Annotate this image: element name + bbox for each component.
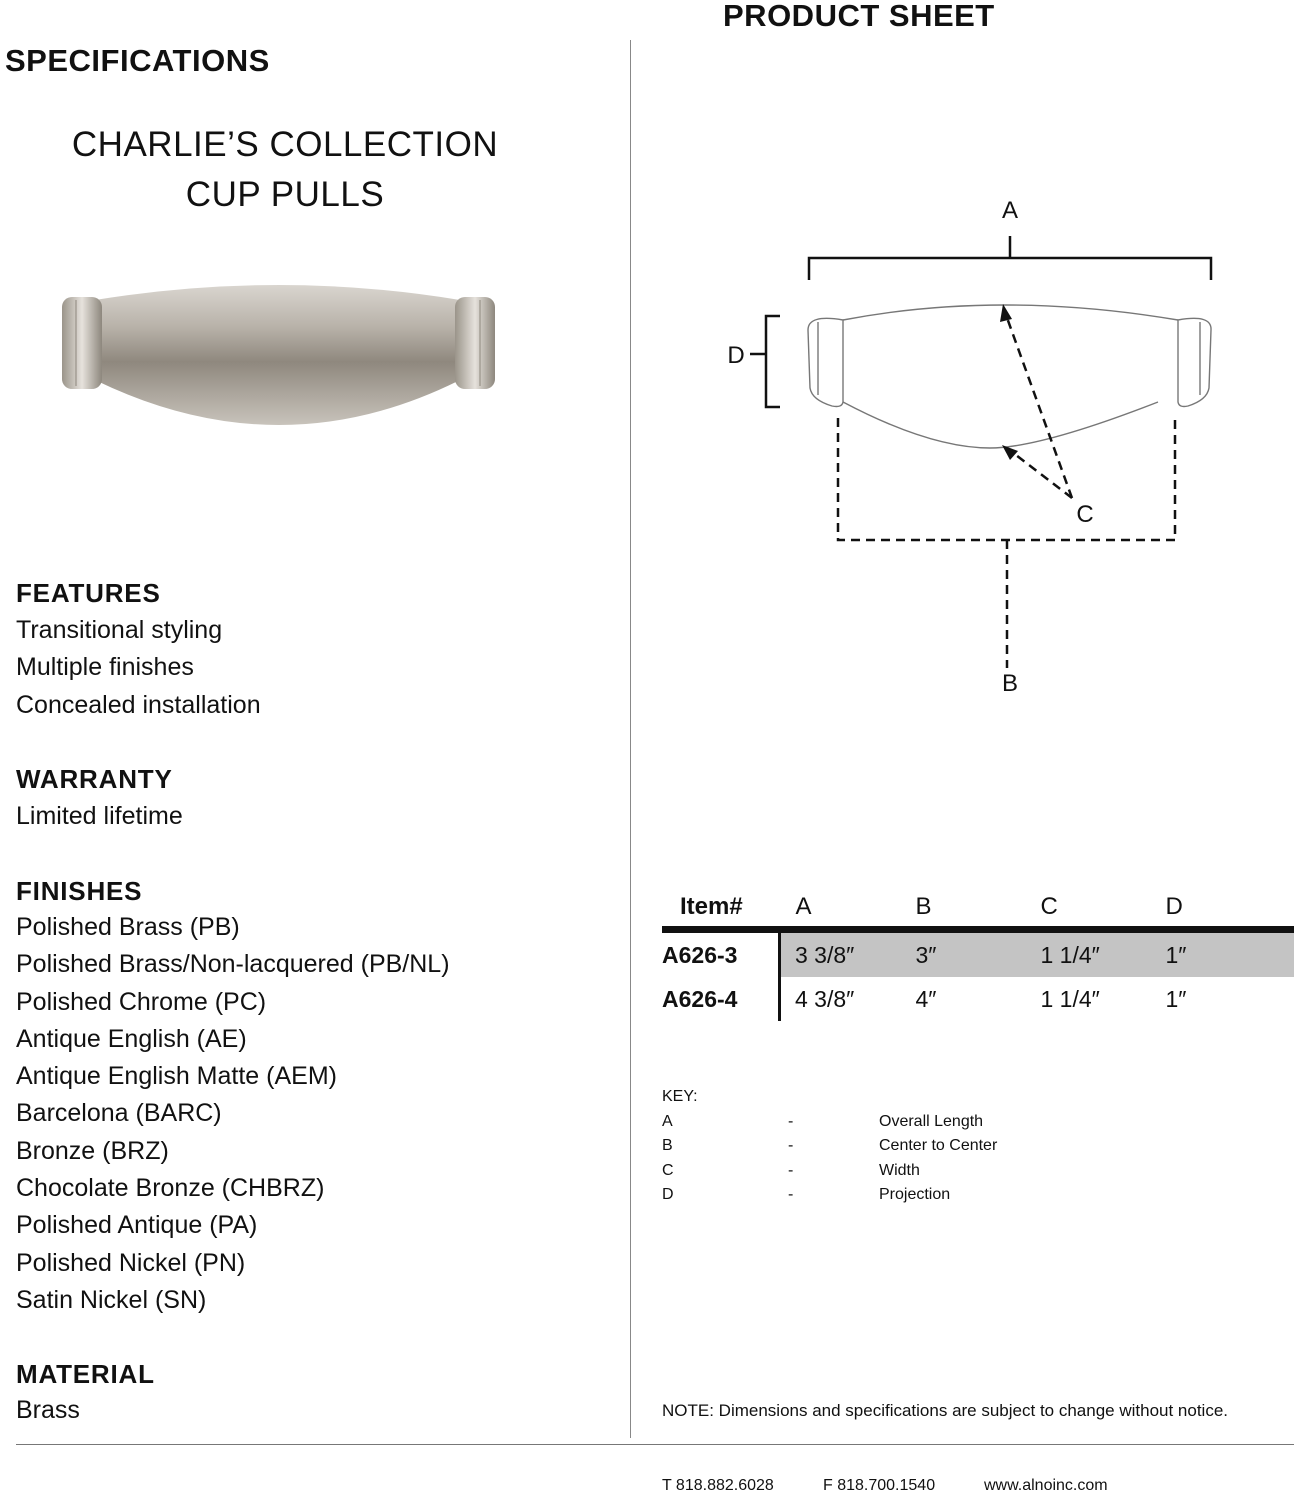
footer-website[interactable]: www.alnoinc.com bbox=[984, 1477, 1108, 1494]
value-b: 3″ bbox=[916, 930, 1041, 978]
warranty-heading: WARRANTY bbox=[16, 764, 173, 794]
key-letter: B bbox=[662, 1137, 673, 1155]
value-d: 1″ bbox=[1165, 985, 1187, 1012]
disclaimer-note: NOTE: Dimensions and specifications are subject to change without notice. bbox=[662, 1401, 1229, 1420]
dimension-d-bracket bbox=[766, 316, 780, 407]
item-number: A626-3 bbox=[662, 941, 738, 968]
key-meaning: Center to Center bbox=[879, 1137, 998, 1155]
value-c: 1 1/4″ bbox=[1041, 930, 1166, 978]
feature-item: Concealed installation bbox=[16, 690, 261, 719]
finish-item: Antique English Matte (AEM) bbox=[16, 1062, 337, 1091]
col-header-a: A bbox=[795, 893, 812, 920]
finish-item: Barcelona (BARC) bbox=[16, 1099, 222, 1128]
dimension-c-arrow bbox=[1006, 315, 1072, 498]
finishes-heading: FINISHES bbox=[16, 876, 143, 906]
finish-item: Antique English (AE) bbox=[16, 1024, 247, 1053]
key-meaning: Projection bbox=[879, 1186, 951, 1204]
key-meaning: Width bbox=[879, 1161, 920, 1179]
col-header-item: Item# bbox=[680, 893, 743, 920]
product-sheet-title: PRODUCT SHEET bbox=[723, 0, 995, 33]
table-row bbox=[662, 977, 1294, 1021]
key-letter: A bbox=[662, 1112, 673, 1130]
label-b: B bbox=[1001, 670, 1019, 697]
finish-item: Satin Nickel (SN) bbox=[16, 1285, 207, 1314]
label-d: D bbox=[727, 342, 745, 369]
footer-rule bbox=[16, 1444, 1294, 1445]
label-c: C bbox=[1076, 501, 1094, 528]
value-c: 1 1/4″ bbox=[1040, 985, 1100, 1012]
key-row bbox=[662, 1183, 997, 1208]
key-meaning: Overall Length bbox=[879, 1112, 984, 1130]
key-dash: - bbox=[788, 1186, 794, 1204]
key-row bbox=[662, 1159, 997, 1184]
dimensions-table bbox=[662, 890, 1294, 1021]
key-heading: KEY: bbox=[662, 1088, 698, 1105]
finishes-list bbox=[16, 909, 450, 1319]
key-dash: - bbox=[788, 1137, 794, 1155]
item-number: A626-4 bbox=[662, 985, 738, 1012]
finish-item: Polished Brass/Non-lacquered (PB/NL) bbox=[16, 950, 450, 979]
key-row bbox=[662, 1134, 997, 1159]
value-a: 3 3/8″ bbox=[780, 930, 916, 978]
dimension-diagram bbox=[700, 190, 1240, 700]
value-d: 1″ bbox=[1166, 930, 1295, 978]
material-text: Brass bbox=[16, 1396, 80, 1424]
footer-fax: F 818.700.1540 bbox=[823, 1477, 936, 1494]
col-header-c: C bbox=[1040, 893, 1058, 920]
finish-item: Bronze (BRZ) bbox=[16, 1136, 169, 1165]
finish-item: Polished Chrome (PC) bbox=[16, 987, 267, 1016]
product-type: CUP PULLS bbox=[185, 175, 385, 214]
specifications-heading: SPECIFICATIONS bbox=[5, 43, 270, 78]
material-heading: MATERIAL bbox=[16, 1359, 155, 1389]
finish-item: Chocolate Bronze (CHBRZ) bbox=[16, 1174, 325, 1203]
key-row bbox=[662, 1110, 997, 1135]
value-b: 4″ bbox=[915, 985, 937, 1012]
features-heading: FEATURES bbox=[16, 578, 161, 608]
key-legend bbox=[662, 1085, 997, 1208]
collection-name: CHARLIE’S COLLECTION bbox=[71, 125, 499, 164]
label-a: A bbox=[1001, 197, 1019, 224]
dimension-a-bracket bbox=[809, 258, 1211, 280]
finish-item: Polished Brass (PB) bbox=[16, 913, 240, 941]
key-letter: D bbox=[662, 1186, 674, 1204]
column-divider bbox=[630, 40, 631, 1438]
key-dash: - bbox=[788, 1161, 794, 1179]
features-list bbox=[16, 612, 261, 724]
warranty-text: Limited lifetime bbox=[16, 802, 183, 830]
col-header-d: D bbox=[1165, 893, 1183, 920]
feature-item: Multiple finishes bbox=[16, 653, 194, 682]
footer-phone: T 818.882.6028 bbox=[662, 1477, 774, 1494]
col-header-b: B bbox=[915, 893, 932, 920]
finish-item: Polished Nickel (PN) bbox=[16, 1248, 246, 1277]
finish-item: Polished Antique (PA) bbox=[16, 1211, 258, 1240]
table-row bbox=[662, 930, 1294, 978]
value-a: 4 3/8″ bbox=[780, 977, 916, 1021]
dimension-b-line bbox=[838, 418, 1175, 540]
key-dash: - bbox=[788, 1112, 794, 1130]
key-letter: C bbox=[662, 1161, 674, 1179]
product-photo bbox=[40, 270, 520, 470]
feature-item: Transitional styling bbox=[16, 616, 223, 644]
